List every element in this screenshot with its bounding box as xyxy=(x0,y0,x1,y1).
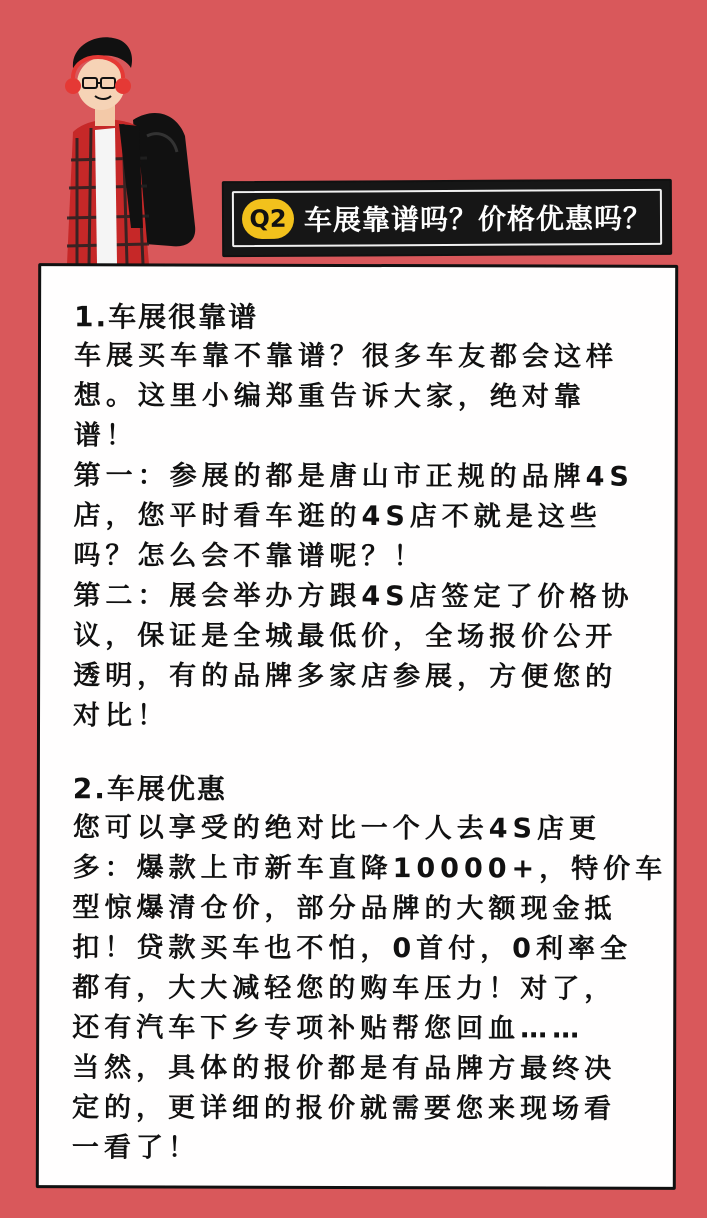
section-2-line: 还有汽车下乡专项补贴帮您回血…… xyxy=(72,1012,585,1045)
section-1-line: 谱！ xyxy=(73,420,138,452)
section-1-line: 吗？怎么会不靠谱呢？！ xyxy=(73,540,426,573)
headphone-right xyxy=(115,78,131,94)
backpacker-illustration xyxy=(55,28,215,264)
section-1-line: 第二：展会举办方跟4S店签定了价格协 xyxy=(73,580,634,613)
section-2-line: 当然，具体的报价都是有品牌方最终决 xyxy=(72,1052,617,1085)
undershirt-shape xyxy=(95,128,117,264)
section-1-line: 车展买车靠不靠谱？很多车友都会这样 xyxy=(73,340,619,373)
section-gap xyxy=(73,736,654,772)
section-2-line: 型惊爆清仓价，部分品牌的大额现金抵 xyxy=(72,892,617,925)
question-badge: Q2 xyxy=(242,199,294,239)
section-1-line: 第一：参展的都是唐山市正规的品牌4S xyxy=(73,460,634,493)
section-2-line: 定的，更详细的报价就需要您来现场看 xyxy=(71,1092,617,1125)
title-banner xyxy=(222,179,672,257)
section-1-line: 透明，有的品牌多家店参展，方便您的 xyxy=(73,660,618,693)
section-1-line: 店，您平时看车逛的4S店不就是这些 xyxy=(73,500,602,533)
question-title: 车展靠谱吗？价格优惠吗？ xyxy=(303,201,653,237)
section-2-line: 一看了！ xyxy=(71,1132,200,1164)
section-2-line: 扣！贷款买车也不怕，0首付，0利率全 xyxy=(72,932,633,965)
title-banner-frame xyxy=(232,189,662,247)
section-1-line: 议，保证是全城最低价，全场报价公开 xyxy=(73,620,618,653)
content-card xyxy=(36,263,678,1190)
section-1-heading: 1.车展很靠谱 xyxy=(74,300,259,334)
section-2-line: 都有，大大减轻您的购车压力！对了， xyxy=(72,972,617,1005)
section-2-line: 多：爆款上市新车直降10000+，特价车 xyxy=(72,852,668,885)
headphone-left xyxy=(65,78,81,94)
section-2-heading: 2.车展优惠 xyxy=(72,772,228,806)
content-card-body xyxy=(71,298,668,1167)
section-2-line: 您可以享受的绝对比一个人去4S店更 xyxy=(72,812,602,845)
section-1-line: 想。这里小编郑重告诉大家，绝对靠 xyxy=(73,380,586,413)
section-1-line: 对比！ xyxy=(72,700,170,732)
